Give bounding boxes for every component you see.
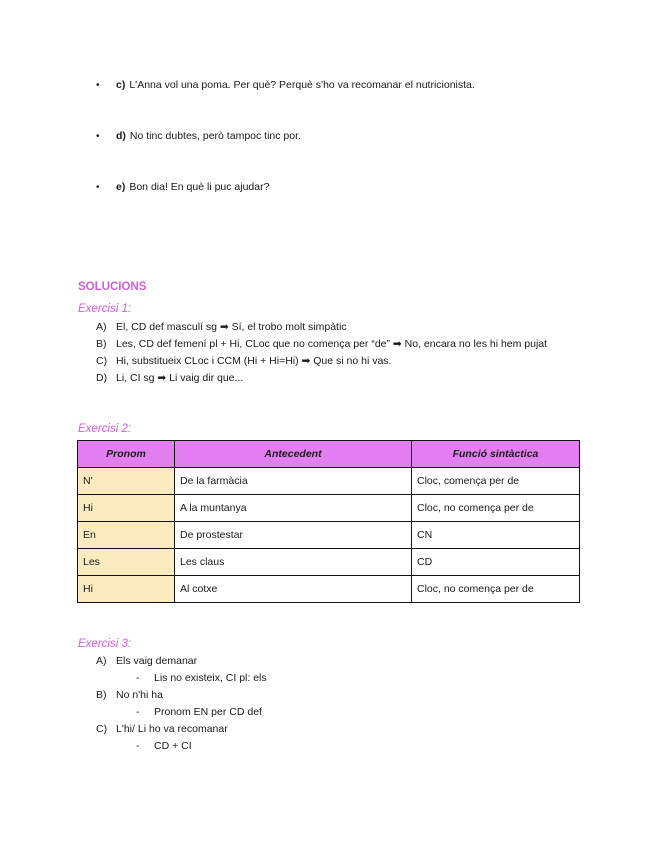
cell-pronom: Hi (78, 576, 175, 603)
bullet-item-d (96, 130, 301, 142)
bullet-letter: c) (116, 79, 126, 91)
item-text: L'hi/ Li ho va recomanar (116, 723, 228, 735)
cell-funcio: Cloc, comença per de (412, 468, 580, 495)
exercise-1-list (96, 319, 576, 387)
item-text: Li, CI sg ➡ Li vaig dir que... (116, 372, 244, 384)
bullet-item-c (96, 79, 475, 91)
list-item (96, 721, 576, 738)
item-label: B) (96, 338, 107, 350)
bullet-dot: • (96, 182, 100, 193)
sub-item (96, 738, 576, 755)
exercise-1-title: Exercisi 1: (78, 303, 132, 315)
bullet-text: L'Anna vol una poma. Per què? Perquè s'ho va recomanar el nutricionista. (129, 79, 475, 91)
cell-antecedent: Al cotxe (175, 576, 412, 603)
table-row (78, 468, 580, 495)
list-item (96, 336, 576, 353)
table-row (78, 549, 580, 576)
dash: - (136, 740, 140, 752)
cell-funcio: Cloc, no comença per de (412, 495, 580, 522)
sub-item-text: Pronom EN per CD def (154, 706, 262, 718)
cell-antecedent: De prostestar (175, 522, 412, 549)
item-label: D) (96, 372, 108, 384)
sub-item-text: CD + CI (154, 740, 192, 752)
bullet-text: Bon dia! En què li puc ajudar? (129, 181, 270, 193)
header-pronom: Pronom (78, 441, 175, 468)
solutions-title: SOLUCIONS (78, 281, 147, 293)
bullet-text: No tinc dubtes, però tampoc tinc por. (129, 130, 301, 142)
header-antecedent: Antecedent (175, 441, 412, 468)
item-text: No n'hi ha (116, 689, 163, 701)
cell-pronom: Les (78, 549, 175, 576)
exercise-2-title: Exercisi 2: (78, 423, 132, 435)
sub-item (96, 704, 576, 721)
sub-item (96, 670, 576, 687)
item-text: El, CD def masculí sg ➡ Sí, el trobo molt simpàtic (116, 321, 347, 333)
item-label: C) (96, 723, 108, 735)
bullet-letter: e) (116, 181, 126, 193)
item-text: Les, CD def femení pl + Hi, CLoc que no comença per “de” ➡ No, encara no les hi hem pujat (116, 338, 548, 350)
cell-funcio: CD (412, 549, 580, 576)
item-text: Els vaig demanar (116, 655, 198, 667)
bullet-item-e (96, 181, 269, 193)
header-funcio: Funció sintàctica (412, 441, 580, 468)
cell-pronom: En (78, 522, 175, 549)
bullet-dot: • (96, 131, 100, 142)
cell-antecedent: A la muntanya (175, 495, 412, 522)
list-item (96, 370, 576, 387)
item-label: B) (96, 689, 107, 701)
item-text: Hi, substitueix CLoc i CCM (Hi + Hi=Hi) ➡ Que si no hi vas. (116, 355, 392, 367)
cell-antecedent: Les claus (175, 549, 412, 576)
cell-antecedent: De la farmàcia (175, 468, 412, 495)
exercise-3-list (96, 653, 576, 755)
table-row (78, 522, 580, 549)
list-item (96, 653, 576, 670)
sub-item-text: Lis no existeix, CI pl: els (154, 672, 267, 684)
table-row (78, 576, 580, 603)
dash: - (136, 706, 140, 718)
list-item (96, 353, 576, 370)
cell-pronom: Hi (78, 495, 175, 522)
dash: - (136, 672, 140, 684)
table-row (78, 495, 580, 522)
bullet-dot: • (96, 80, 100, 91)
item-label: C) (96, 355, 108, 367)
solutions-table (77, 440, 580, 603)
list-item (96, 687, 576, 704)
cell-pronom: N' (78, 468, 175, 495)
list-item (96, 319, 576, 336)
cell-funcio: CN (412, 522, 580, 549)
item-label: A) (96, 655, 107, 667)
table-header-row (78, 441, 580, 468)
item-label: A) (96, 321, 107, 333)
exercise-3-title: Exercisi 3: (78, 638, 132, 650)
bullet-letter: d) (116, 130, 126, 142)
cell-funcio: Cloc, no comença per de (412, 576, 580, 603)
